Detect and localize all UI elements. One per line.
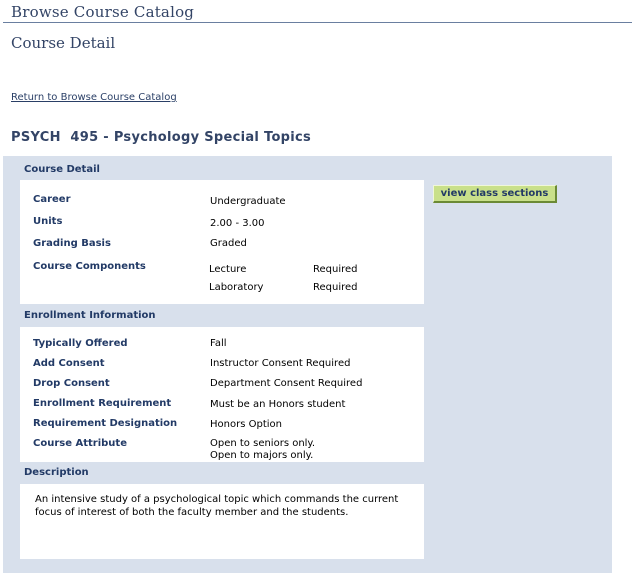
course-detail-box (20, 180, 424, 304)
description-text: An intensive study of a psychological topic which commands the current focus of interest of both the faculty member and the students. (35, 494, 399, 518)
view-class-sections-button[interactable]: view class sections (433, 185, 557, 203)
units-label: Units (33, 216, 63, 227)
course-detail-panel (3, 156, 612, 573)
course-detail-section-title: Course Detail (24, 164, 100, 175)
enrollment-row-value: Fall (210, 338, 227, 349)
enrollment-row-label: Add Consent (33, 358, 105, 369)
enrollment-row-value: Open to seniors only. (210, 438, 316, 449)
enrollment-row-label: Enrollment Requirement (33, 398, 172, 409)
component-name: Lecture (209, 264, 247, 275)
career-label: Career (33, 194, 71, 205)
header-divider (3, 22, 632, 23)
description-section-title: Description (24, 467, 89, 478)
enrollment-row-label: Typically Offered (33, 338, 128, 349)
enrollment-row-label: Drop Consent (33, 378, 110, 389)
component-name: Laboratory (209, 282, 264, 293)
grading-basis-label: Grading Basis (33, 238, 111, 249)
course-title-separator: - (98, 130, 114, 145)
return-to-catalog-link[interactable]: Return to Browse Course Catalog (11, 92, 177, 103)
enrollment-row-label: Course Attribute (33, 438, 127, 449)
component-status: Required (313, 264, 358, 275)
enrollment-row-label: Requirement Designation (33, 418, 178, 429)
units-value: 2.00 - 3.00 (210, 218, 265, 229)
header-title: Browse Course Catalog (11, 3, 195, 21)
enrollment-row-value: Honors Option (210, 419, 282, 430)
enrollment-row-value: Department Consent Required (210, 378, 363, 389)
enrollment-box (20, 327, 424, 462)
grading-basis-value: Graded (210, 238, 247, 249)
course-code: PSYCH 495 (11, 130, 99, 145)
enrollment-row-value-line2: Open to majors only. (210, 450, 314, 461)
description-box (20, 484, 424, 559)
enrollment-section-title: Enrollment Information (24, 310, 156, 321)
enrollment-row-value: Instructor Consent Required (210, 358, 351, 369)
course-name: Psychology Special Topics (113, 130, 312, 145)
enrollment-row-value: Must be an Honors student (210, 399, 346, 410)
course-components-label: Course Components (33, 261, 146, 272)
component-status: Required (313, 282, 358, 293)
career-value: Undergraduate (210, 196, 286, 207)
course-title (11, 130, 311, 145)
page-title: Course Detail (11, 34, 116, 52)
